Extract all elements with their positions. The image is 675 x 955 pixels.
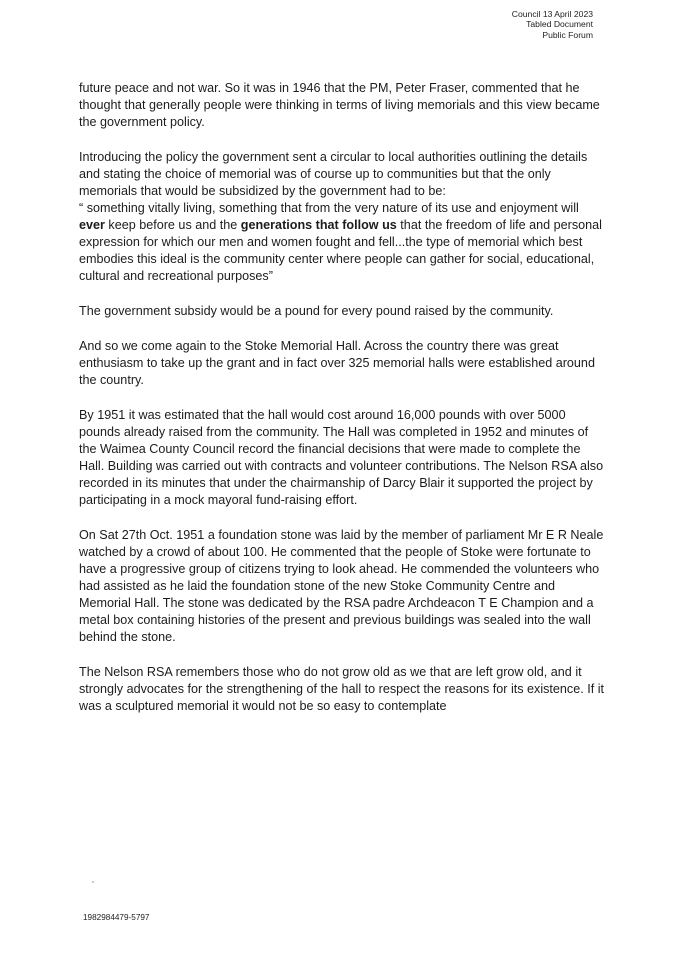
scan-speck [92, 881, 94, 883]
stamp-tabled-document: Tabled Document [526, 19, 593, 30]
paragraph-hall-cost: By 1951 it was estimated that the hall would cost around 16,000 pounds with over 5000 pounds already raised from the community. The Hall was completed in 1952 and minutes of the Waimea County Council record the financial decisions that were made to complete the Hall. Building was carried out with contracts and volunteer contributions. The Nelson RSA also recorded in its minutes that under the chairmanship of Darcy Blair it supported the project by participating in a mock mayoral fund-raising effort. [79, 408, 604, 507]
paragraph-nelson-rsa: The Nelson RSA remembers those who do not grow old as we that are left grow old, and it strongly advocates for the strengthening of the hall to respect the reasons for its existence. If it was a sculptured memorial it would not be so easy to contemplate [79, 665, 605, 713]
stamp-public-forum: Public Forum [542, 29, 593, 40]
paragraph-government-circular [79, 149, 607, 285]
paragraph-subsidy: The government subsidy would be a pound for every pound raised by the community. [79, 304, 554, 318]
tabled-document-stamp [512, 9, 593, 40]
stamp-council-date: Council 13 April 2023 [511, 9, 593, 19]
paragraph-stoke-memorial-hall: And so we come again to the Stoke Memorial Hall. Across the country there was great enthusiasm to take up the grant and in fact over 325 memorial halls were established around the country. [79, 339, 595, 387]
quote-middle: keep before us and the [104, 218, 241, 232]
document-id: 1982984479-5797 [83, 913, 150, 922]
quote-end: that the freedom of life and personal expression for which our men and women fought and fell...the type of memorial which best embodies this ideal is the community center where people can gather for social, educational, cultural and recreational purposes” [79, 218, 602, 283]
quote-start: “ something vitally living, something that from the very nature of its use and enjoyment will [79, 201, 579, 215]
circular-intro: Introducing the policy the government sent a circular to local authorities outlining the details and stating the choice of memorial was of course up to communities but that the only memorials that would be subsidized by the government had to be: [79, 150, 588, 198]
paragraph-living-memorials: future peace and not war. So it was in 1946 that the PM, Peter Fraser, commented that he thought that generally people were thinking in terms of living memorials and this view became the government policy. [79, 81, 600, 129]
paragraph-foundation-stone: On Sat 27th Oct. 1951 a foundation stone was laid by the member of parliament Mr E R Neale watched by a crowd of about 100. He commented that the people of Stoke were fortunate to have a progressive group of citizens trying to look ahead. He commended the volunteers who had assisted as he laid the foundation stone of the new Stoke Community Centre and Memorial Hall. The stone was dedicated by the RSA padre Archdeacon T E Champion and a metal box containing histories of the present and previous buildings was sealed into the wall behind the stone. [79, 528, 604, 644]
quote-bold-ever: ever [79, 218, 105, 232]
document-body [79, 80, 607, 733]
quote-bold-generations: generations that follow us [240, 218, 397, 232]
